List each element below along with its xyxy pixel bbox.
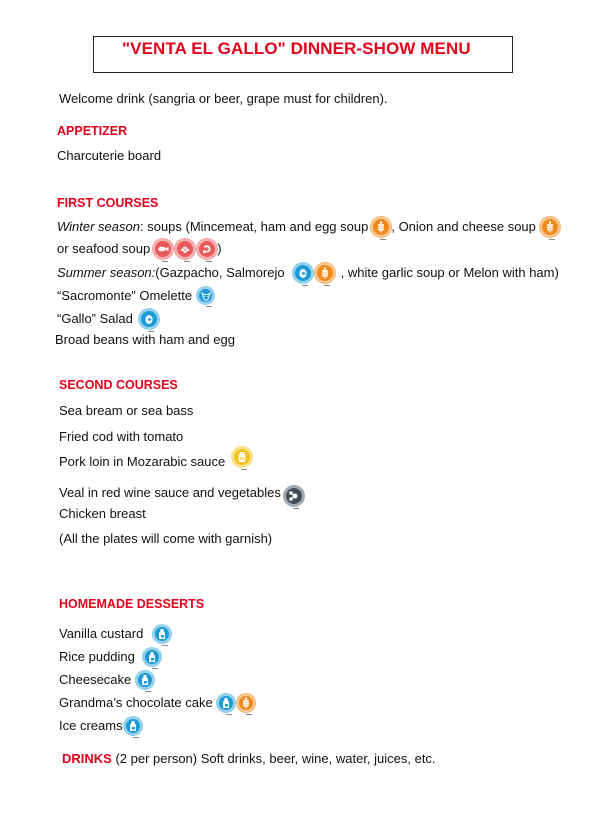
summer-season-label: Summer season:: [57, 265, 156, 280]
dessert-line: [59, 717, 142, 735]
wheat-icon: [315, 263, 335, 283]
second-course-item: Veal in red wine sauce and vegetables: [59, 485, 281, 500]
lupin-icon: [197, 287, 214, 304]
milk-bottle-icon: [136, 671, 154, 689]
milk-bottle-icon: [143, 648, 161, 666]
drinks-text: (2 per person) Soft drinks, beer, wine, water, juices, etc.: [111, 751, 436, 766]
appetizer-heading: APPETIZER: [57, 124, 128, 138]
dessert-item: Vanilla custard: [59, 626, 144, 641]
summer-text-1: (Gazpacho, Salmorejo: [155, 265, 285, 280]
milk-bottle-icon: [124, 717, 142, 735]
second-course-item: Pork loin in Mozarabic sauce: [59, 454, 226, 469]
desserts-heading: HOMEMADE DESSERTS: [59, 597, 205, 611]
dessert-line: [59, 625, 171, 643]
second-course-item: Chicken breast: [59, 506, 146, 521]
dessert-line: [59, 671, 154, 689]
drinks-line: [62, 751, 436, 767]
mustard-jar-icon: [232, 447, 252, 467]
wheat-icon: [237, 694, 255, 712]
first-courses-heading: FIRST COURSES: [57, 196, 159, 210]
shrimp-icon: [197, 239, 217, 259]
egg-icon: [139, 309, 159, 329]
drinks-heading: DRINKS: [62, 751, 112, 766]
salad-item: “Gallo” Salad: [57, 311, 133, 326]
omelette-item: “Sacromonte” Omelette: [57, 287, 193, 303]
dessert-item: Cheesecake: [59, 672, 132, 687]
salad-line: [57, 309, 159, 329]
dessert-line: [59, 694, 255, 712]
fish-icon: [153, 239, 173, 259]
winter-text-3: or seafood soup: [57, 241, 151, 256]
dessert-item: Grandma’s chocolate cake: [59, 695, 213, 710]
title-box: [93, 36, 513, 73]
sulphite-molecule-icon: [284, 486, 304, 506]
summer-season-line: [57, 263, 559, 283]
winter-season-line: [57, 217, 560, 237]
winter-text-2: , Onion and cheese soup: [391, 219, 536, 234]
second-course-item: Fried cod with tomato: [59, 429, 184, 444]
wheat-icon: [540, 217, 560, 237]
broad-beans-item: Broad beans with ham and egg: [55, 332, 235, 347]
winter-season-label: Winter season: [57, 219, 140, 234]
omelette-line: [57, 287, 214, 304]
second-courses-heading: SECOND COURSES: [59, 378, 178, 392]
milk-bottle-icon: [153, 625, 171, 643]
seafood-soup-line: [57, 239, 222, 259]
dessert-item: Ice creams: [59, 718, 123, 733]
dessert-item: Rice pudding: [59, 649, 135, 664]
second-course-item: Sea bream or sea bass: [59, 403, 194, 418]
menu-title: "VENTA EL GALLO" DINNER-SHOW MENU: [122, 39, 471, 58]
wheat-icon: [371, 217, 391, 237]
garnish-note: (All the plates will come with garnish): [59, 531, 273, 546]
dessert-line: [59, 648, 161, 666]
winter-text-1: : soups (Mincemeat, ham and egg soup: [139, 219, 369, 234]
appetizer-item: Charcuterie board: [57, 148, 162, 163]
egg-icon: [293, 263, 313, 283]
welcome-drink: Welcome drink (sangria or beer, grape must for children).: [59, 91, 388, 106]
milk-bottle-icon: [217, 694, 235, 712]
summer-text-2: , white garlic soup or Melon with ham): [340, 265, 559, 280]
second-course-line: [59, 480, 304, 506]
second-course-line: [59, 454, 252, 470]
winter-text-4: ): [217, 241, 222, 256]
shell-icon: [175, 239, 195, 259]
